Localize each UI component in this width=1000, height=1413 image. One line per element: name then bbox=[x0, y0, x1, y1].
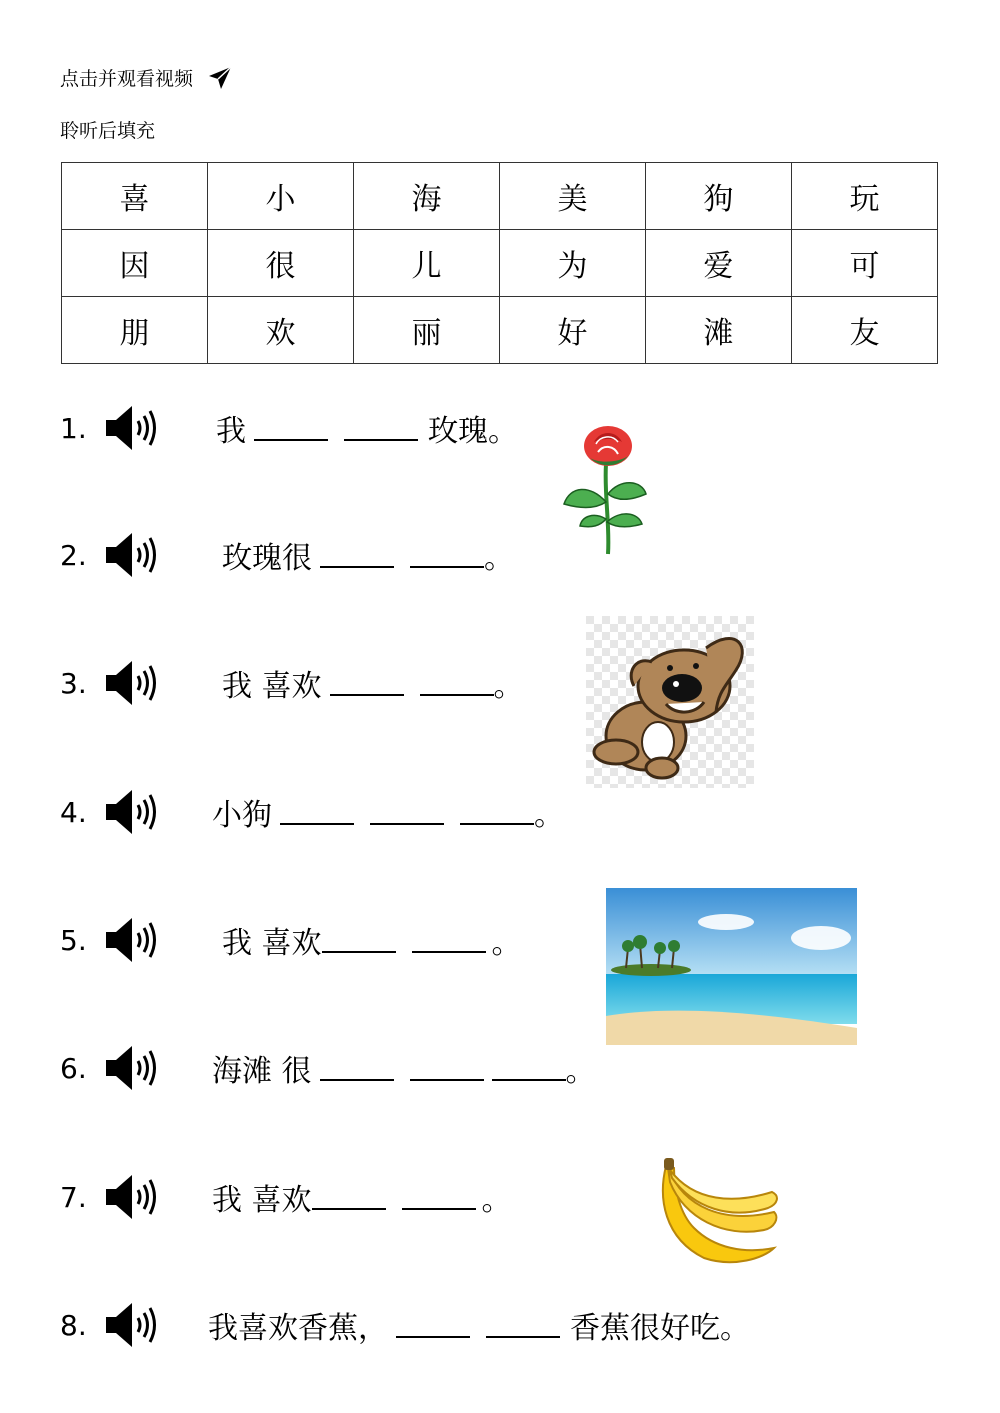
grid-row bbox=[62, 297, 938, 364]
grid-row bbox=[62, 230, 938, 297]
speaker-icon[interactable] bbox=[104, 1301, 160, 1349]
question-5 bbox=[60, 910, 522, 970]
question-1 bbox=[60, 398, 518, 458]
banana-image bbox=[644, 1158, 784, 1266]
grid-cell: 好 bbox=[499, 297, 645, 364]
grid-cell: 很 bbox=[207, 230, 353, 297]
sentence-end: 。 bbox=[534, 798, 564, 833]
grid-cell: 狗 bbox=[645, 163, 791, 230]
sentence bbox=[212, 1175, 512, 1219]
answer-blank[interactable] bbox=[370, 801, 444, 825]
question-2 bbox=[60, 525, 514, 585]
answer-blank[interactable] bbox=[320, 1057, 394, 1081]
sentence bbox=[208, 1303, 750, 1347]
instruction-text: 点击并观看视频 bbox=[60, 68, 194, 90]
grid-cell: 喜 bbox=[62, 163, 208, 230]
sentence-start: 我 喜欢 bbox=[222, 669, 322, 704]
grid-cell: 为 bbox=[499, 230, 645, 297]
subtitle: 聆听后填充 bbox=[60, 120, 156, 142]
sentence bbox=[212, 1046, 596, 1090]
grid-cell: 因 bbox=[62, 230, 208, 297]
beach-image bbox=[606, 888, 857, 1045]
question-number: 8. bbox=[60, 1308, 87, 1342]
question-number: 7. bbox=[60, 1180, 87, 1214]
question-4 bbox=[60, 782, 564, 842]
rose-image bbox=[560, 424, 650, 558]
sentence-end: 玫瑰。 bbox=[428, 414, 518, 449]
answer-blank[interactable] bbox=[402, 1186, 476, 1210]
answer-blank[interactable] bbox=[344, 417, 418, 441]
sentence bbox=[216, 406, 518, 450]
grid-cell: 爱 bbox=[645, 230, 791, 297]
sentence bbox=[222, 661, 524, 705]
grid-cell: 儿 bbox=[353, 230, 499, 297]
answer-blank[interactable] bbox=[412, 929, 486, 953]
sentence bbox=[222, 918, 522, 962]
grid-cell: 玩 bbox=[791, 163, 937, 230]
sentence-start: 我 bbox=[216, 414, 246, 449]
answer-blank[interactable] bbox=[410, 544, 484, 568]
grid-cell: 小 bbox=[207, 163, 353, 230]
answer-blank[interactable] bbox=[410, 1057, 484, 1081]
speaker-icon[interactable] bbox=[104, 404, 160, 452]
sentence-start: 我 喜欢 bbox=[212, 1183, 312, 1218]
speaker-icon[interactable] bbox=[104, 1044, 160, 1092]
grid-cell: 朋 bbox=[62, 297, 208, 364]
question-number: 3. bbox=[60, 666, 87, 700]
sentence-start: 我喜欢香蕉， bbox=[208, 1311, 388, 1346]
sentence-end: 。 bbox=[484, 541, 514, 576]
grid-cell: 海 bbox=[353, 163, 499, 230]
answer-blank[interactable] bbox=[312, 1186, 386, 1210]
answer-blank[interactable] bbox=[280, 801, 354, 825]
speaker-icon[interactable] bbox=[104, 531, 160, 579]
question-number: 1. bbox=[60, 411, 87, 445]
sentence bbox=[212, 790, 564, 834]
character-grid bbox=[61, 162, 938, 364]
video-instruction[interactable] bbox=[60, 64, 233, 91]
grid-row bbox=[62, 163, 938, 230]
sentence-end: 。 bbox=[481, 1183, 512, 1218]
sentence-end: 香蕉很好吃。 bbox=[570, 1311, 750, 1346]
paper-plane-icon[interactable] bbox=[207, 65, 233, 91]
sentence-start: 小狗 bbox=[212, 798, 272, 833]
sentence-end: 。 bbox=[493, 669, 524, 704]
answer-blank[interactable] bbox=[320, 544, 394, 568]
speaker-icon[interactable] bbox=[104, 1173, 160, 1221]
question-7 bbox=[60, 1167, 512, 1227]
sentence-start: 玫瑰很 bbox=[222, 541, 312, 576]
answer-blank[interactable] bbox=[322, 929, 396, 953]
answer-blank[interactable] bbox=[460, 801, 534, 825]
question-number: 6. bbox=[60, 1051, 87, 1085]
grid-cell: 丽 bbox=[353, 297, 499, 364]
sentence-start: 海滩 很 bbox=[212, 1054, 312, 1089]
answer-blank[interactable] bbox=[486, 1314, 560, 1338]
question-number: 2. bbox=[60, 538, 87, 572]
question-number: 4. bbox=[60, 795, 87, 829]
speaker-icon[interactable] bbox=[104, 788, 160, 836]
grid-cell: 美 bbox=[499, 163, 645, 230]
dog-image bbox=[586, 616, 754, 788]
question-number: 5. bbox=[60, 923, 87, 957]
sentence-end: 。 bbox=[565, 1054, 596, 1089]
question-8 bbox=[60, 1295, 750, 1355]
answer-blank[interactable] bbox=[492, 1057, 566, 1081]
speaker-icon[interactable] bbox=[104, 916, 160, 964]
grid-cell: 滩 bbox=[645, 297, 791, 364]
sentence bbox=[222, 533, 514, 577]
question-6 bbox=[60, 1038, 596, 1098]
question-3 bbox=[60, 653, 524, 713]
answer-blank[interactable] bbox=[330, 672, 404, 696]
grid-cell: 可 bbox=[791, 230, 937, 297]
speaker-icon[interactable] bbox=[104, 659, 160, 707]
answer-blank[interactable] bbox=[420, 672, 494, 696]
grid-cell: 欢 bbox=[207, 297, 353, 364]
sentence-end: 。 bbox=[491, 926, 522, 961]
answer-blank[interactable] bbox=[254, 417, 328, 441]
grid-cell: 友 bbox=[791, 297, 937, 364]
answer-blank[interactable] bbox=[396, 1314, 470, 1338]
sentence-start: 我 喜欢 bbox=[222, 926, 322, 961]
